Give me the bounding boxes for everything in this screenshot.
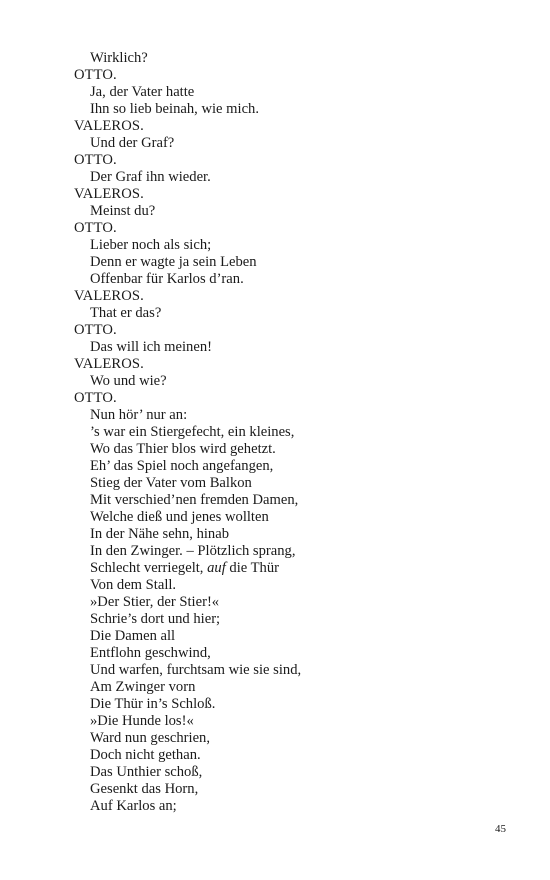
verse-line: Gesenkt das Horn, bbox=[90, 781, 199, 797]
verse-line: Wo und wie? bbox=[90, 373, 167, 389]
verse-line: Der Graf ihn wieder. bbox=[90, 169, 211, 185]
verse-text: die Thür bbox=[225, 560, 279, 576]
verse-line: Schrie’s dort und hier; bbox=[90, 611, 221, 627]
speaker-name: VALEROS. bbox=[74, 186, 144, 202]
verse-line: Und warfen, furchtsam wie sie sind, bbox=[90, 662, 302, 678]
verse-line: Das will ich meinen! bbox=[90, 339, 212, 355]
verse-line: Ja, der Vater hatte bbox=[90, 84, 195, 100]
verse-line: Das Unthier schoß, bbox=[90, 764, 203, 780]
verse-line: In der Nähe sehn, hinab bbox=[90, 526, 229, 542]
verse-line: Wirklich? bbox=[90, 50, 148, 66]
verse-line: Doch nicht gethan. bbox=[90, 747, 201, 763]
verse-line: ’s war ein Stiergefecht, ein kleines, bbox=[90, 424, 295, 440]
verse-line: Stieg der Vater vom Balkon bbox=[90, 475, 252, 491]
speaker-name: OTTO. bbox=[74, 322, 117, 338]
speaker-name: VALEROS. bbox=[74, 356, 144, 372]
speaker-name: VALEROS. bbox=[74, 118, 144, 134]
verse-line: Denn er wagte ja sein Leben bbox=[90, 254, 257, 270]
verse-line bbox=[74, 560, 514, 577]
verse-line: Am Zwinger vorn bbox=[90, 679, 196, 695]
verse-line: Wo das Thier blos wird gehetzt. bbox=[90, 441, 276, 457]
verse-line: Nun hör’ nur an: bbox=[90, 407, 188, 423]
verse-line: »Die Hunde los!« bbox=[90, 713, 194, 729]
verse-line: In den Zwinger. – Plötzlich sprang, bbox=[90, 543, 296, 559]
verse-line: Lieber noch als sich; bbox=[90, 237, 212, 253]
verse-line: Meinst du? bbox=[90, 203, 156, 219]
verse-line: Eh’ das Spiel noch angefangen, bbox=[90, 458, 274, 474]
speaker-name: VALEROS. bbox=[74, 288, 144, 304]
verse-line: Entflohn geschwind, bbox=[90, 645, 211, 661]
verse-line: »Der Stier, der Stier!« bbox=[90, 594, 220, 610]
speaker-name: OTTO. bbox=[74, 390, 117, 406]
speaker-name: OTTO. bbox=[74, 152, 117, 168]
speaker-name: OTTO. bbox=[74, 67, 117, 83]
verse-line: Welche dieß und jenes wollten bbox=[90, 509, 269, 525]
verse-line: Offenbar für Karlos d’ran. bbox=[90, 271, 244, 287]
verse-line: Auf Karlos an; bbox=[90, 798, 177, 814]
verse-line: Die Damen all bbox=[90, 628, 176, 644]
speaker-name: OTTO. bbox=[74, 220, 117, 236]
page-number: 45 bbox=[495, 823, 506, 835]
verse-line: Und der Graf? bbox=[90, 135, 175, 151]
verse-line: Ihn so lieb beinah, wie mich. bbox=[90, 101, 260, 117]
verse-emphasis: auf bbox=[207, 560, 226, 576]
verse-line: That er das? bbox=[90, 305, 162, 321]
play-text bbox=[74, 50, 514, 815]
verse-line: Von dem Stall. bbox=[90, 577, 177, 593]
verse-line: Ward nun geschrien, bbox=[90, 730, 210, 746]
verse-text: Schlecht verriegelt, bbox=[90, 560, 208, 576]
verse-line: Mit verschied’nen fremden Damen, bbox=[90, 492, 299, 508]
verse-line: Die Thür in’s Schloß. bbox=[90, 696, 216, 712]
